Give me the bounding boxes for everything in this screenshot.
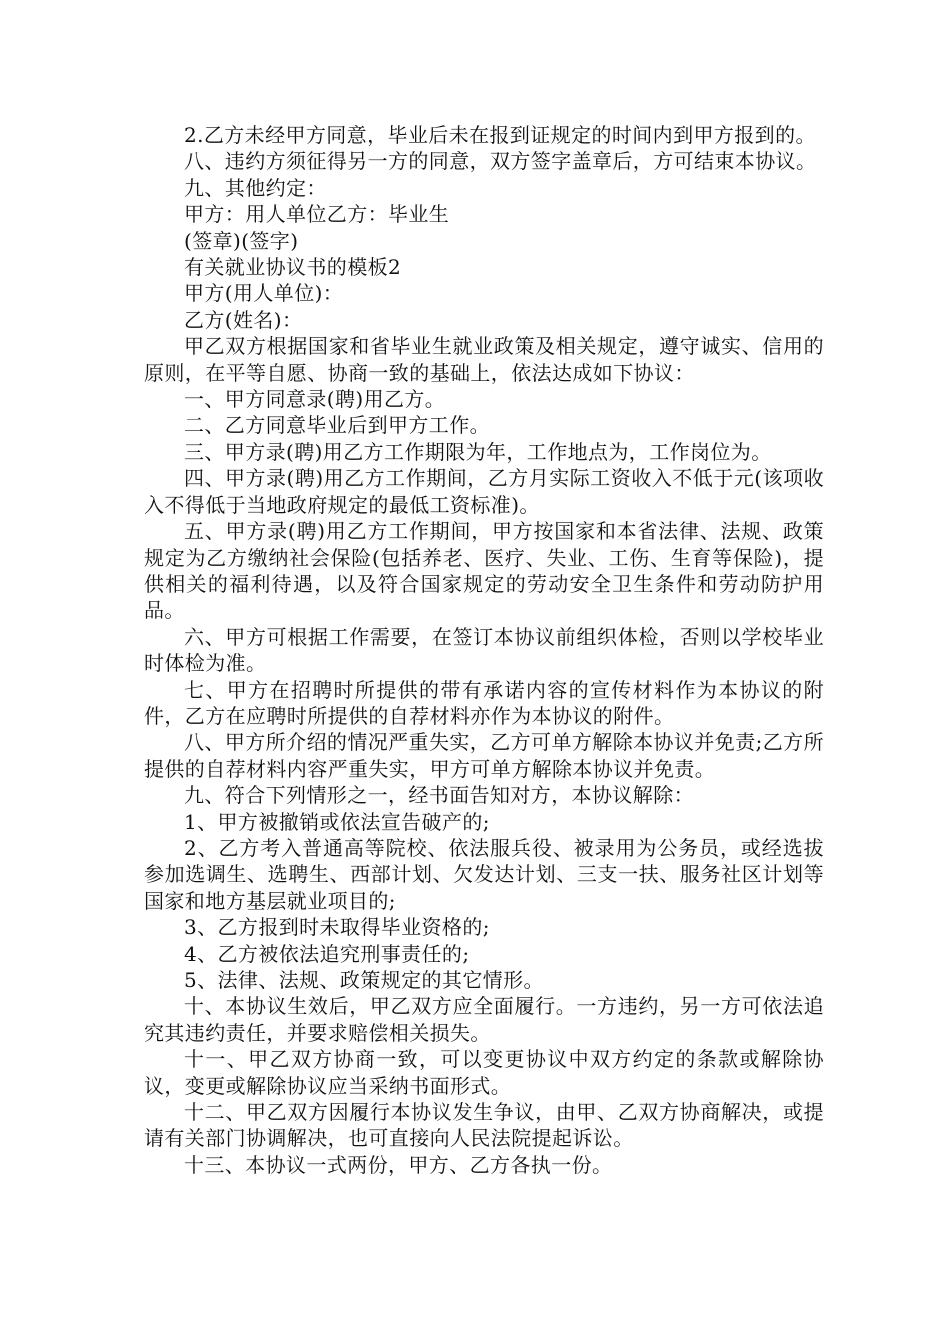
paragraph: 甲方(用人单位)： [184, 281, 344, 306]
paragraph: 一、甲方同意录(聘)用乙方。 [184, 387, 446, 412]
paragraph: 十一、甲乙双方协商一致，可以变更协议中双方约定的条款或解除协议，变更或解除协议应当采纳书面形式。 [144, 1047, 824, 1098]
list-item: 4、乙方被依法追究刑事责任的; [184, 941, 470, 966]
paragraph: 甲乙双方根据国家和省毕业生就业政策及相关规定，遵守诚实、信用的原则，在平等自愿、协商一致的基础上，依法达成如下协议： [144, 334, 824, 385]
list-item: 2、乙方考入普通高等院校、依法服兵役、被录用为公务员，或经选拔参加选调生、选聘生、西部计划、欠发达计划、三支一扶、服务社区计划等国家和地方基层就业项目的; [144, 835, 824, 913]
document-body [144, 122, 824, 1178]
paragraph: 九、符合下列情形之一，经书面告知对方，本协议解除： [184, 783, 694, 808]
list-item: 5、法律、法规、政策规定的其它情形。 [184, 968, 544, 992]
paragraph: 八、违约方须征得另一方的同意，双方签字盖章后，方可结束本协议。 [184, 149, 817, 174]
paragraph: 九、其他约定： [184, 175, 327, 200]
paragraph: 七、甲方在招聘时所提供的带有承诺内容的宣传材料作为本协议的附件，乙方在应聘时所提供的自荐材料亦作为本协议的附件。 [144, 677, 824, 728]
paragraph: (签章)(签字) [184, 228, 299, 253]
paragraph: 乙方(姓名)： [184, 307, 303, 332]
paragraph: 二、乙方同意毕业后到甲方工作。 [184, 413, 490, 438]
paragraph: 六、甲方可根据工作需要，在签订本协议前组织体检，否则以学校毕业时体检为准。 [144, 624, 824, 676]
section-heading: 有关就业协议书的模板2 [184, 255, 402, 280]
paragraph: 四、甲方录(聘)用乙方工作期间，乙方月实际工资收入不低于元(该项收入不得低于当地政府规定的最低工资标准)。 [144, 466, 824, 517]
paragraph: 五、甲方录(聘)用乙方工作期间，甲方按国家和本省法律、法规、政策规定为乙方缴纳社会保险(包括养老、医疗、失业、工伤、生育等保险)，提供相关的福利待遇，以及符合国家规定的劳动安全卫生条件和劳动防护用品。 [144, 519, 824, 623]
paragraph: 十、本协议生效后，甲乙双方应全面履行。一方违约，另一方可依法追究其违约责任，并要求赔偿相关损失。 [144, 994, 824, 1045]
paragraph: 甲方：用人单位乙方：毕业生 [184, 202, 450, 227]
list-item: 3、乙方报到时未取得毕业资格的; [184, 915, 490, 940]
paragraph: 十二、甲乙双方因履行本协议发生争议，由甲、乙双方协商解决，或提请有关部门协调解决，也可直接向人民法院提起诉讼。 [144, 1100, 824, 1151]
paragraph: 八、甲方所介绍的情况严重失实，乙方可单方解除本协议并免责;乙方所提供的自荐材料内容严重失实，甲方可单方解除本协议并免责。 [144, 730, 824, 781]
paragraph: 2.乙方未经甲方同意，毕业后未在报到证规定的时间内到甲方报到的。 [184, 123, 816, 147]
paragraph: 十三、本协议一式两份，甲方、乙方各执一份。 [184, 1152, 613, 1177]
list-item: 1、甲方被撤销或依法宣告破产的; [184, 809, 490, 834]
paragraph: 三、甲方录(聘)用乙方工作期限为年，工作地点为，工作岗位为。 [184, 439, 772, 464]
